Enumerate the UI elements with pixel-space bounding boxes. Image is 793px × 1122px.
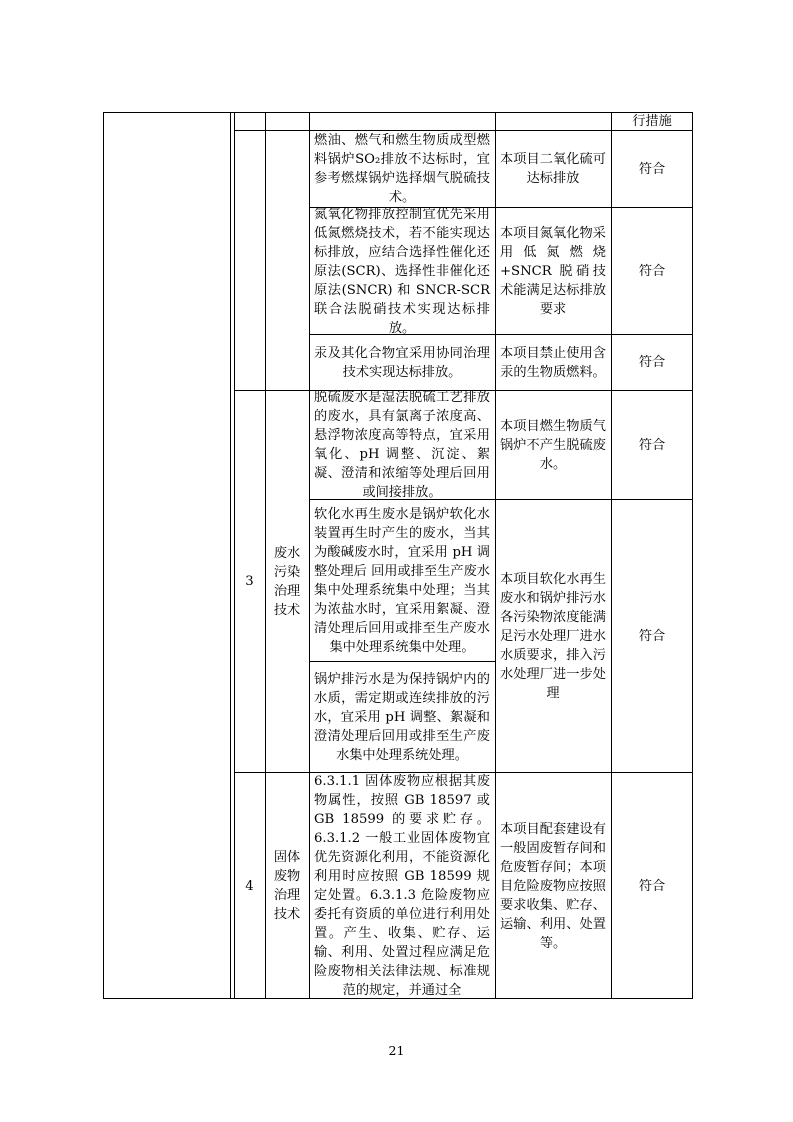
requirement-cell: 汞及其化合物宜采用协同治理技术实现达标排放。 <box>314 345 490 380</box>
requirement-cell: 软化水再生废水是锅炉软化水装置再生时产生的废水，当其为酸碱废水时，宜采用 pH 调整处理后 回用或排至生产废水集中处理系统集中处理；当其为浓盐水时，宜采用絮凝、澄清处理后回用或排至生产废水集中处理系统集中处理。 <box>314 506 490 655</box>
page-number: 21 <box>388 1043 405 1058</box>
requirement-cell: 氮氧化物排放控制宜优先采用低氮燃烧技术，若不能实现达标排放，应结合选择性催化还原法(SCR)、选择性非催化还原法(SNCR) 和 SNCR-SCR 联合法脱硝技术实现达标排放。 <box>314 206 490 336</box>
measure-cell: 本项目燃生物质气锅炉不产生脱硫废水。 <box>500 418 606 472</box>
header-fragment-text: 行措施 <box>632 114 672 129</box>
header-measure-fragment <box>611 112 693 131</box>
result-cell: 符合 <box>638 355 666 370</box>
result-cell-merged: 符合 <box>638 628 666 644</box>
section-number: 4 <box>245 878 254 894</box>
requirement-cell: 燃油、燃气和燃生物质成型燃料锅炉SO₂排放不达标时，宜参考燃煤锅炉选择烟气脱硫技术。 <box>314 133 490 205</box>
result-cell: 符合 <box>638 437 666 453</box>
measure-cell: 本项目配套建设有一般固废暂存间和危废暂存间；本项目危险废物应按照要求收集、贮存、运输、利用、处置等。 <box>500 821 606 951</box>
requirement-cell: 6.3.1.1 固体废物应根据其废物属性，按照 GB 18597 或 GB 18599 的要求贮存。6.3.1.2 一般工业固体废物宜优先资源化利用，不能资源化利用时应按照 GB 18599 规定处置。6.3.1.3 危险废物应委托有资质的单位进行利用处置。产生、收集、贮存、运输、利用、处置过程应满足危险废物相关法律法规、标准规范的规定，并通过全 <box>314 774 490 998</box>
measure-cell: 本项目禁止使用含汞的生物质燃料。 <box>500 345 606 380</box>
result-cell: 符合 <box>638 878 666 894</box>
requirement-cell: 脱硫废水是湿法脱硫工艺排放的废水，具有氯离子浓度高、悬浮物浓度高等特点，宜采用氧化、pH 调整、沉淀、絮凝、澄清和浓缩等处理后回用或间接排放。 <box>314 390 490 500</box>
measure-cell: 本项目氮氧化物采用低氮燃烧+SNCR 脱硝技术能满足达标排放要求 <box>500 225 606 317</box>
result-cell: 符合 <box>638 161 666 177</box>
col-divider <box>230 112 231 999</box>
section-category: 废水 污染 治理 技术 <box>273 545 301 618</box>
result-cell: 符合 <box>638 263 666 279</box>
measure-cell: 本项目二氧化硫可达标排放 <box>500 152 606 186</box>
measure-cell-merged: 本项目软化水再生废水和锅炉排污水各污染物浓度能满足污水处理厂进水水质要求，排入污水处理厂进一步处理 <box>500 571 606 701</box>
requirement-cell: 锅炉排污水是为保持锅炉内的水质，需定期或连续排放的污水，宜采用 pH 调整、絮凝和澄清处理后回用或排至生产废水集中处理系统处理。 <box>314 671 490 763</box>
section-category: 固体 废物 治理 技术 <box>273 850 301 922</box>
section-number: 3 <box>245 574 254 589</box>
